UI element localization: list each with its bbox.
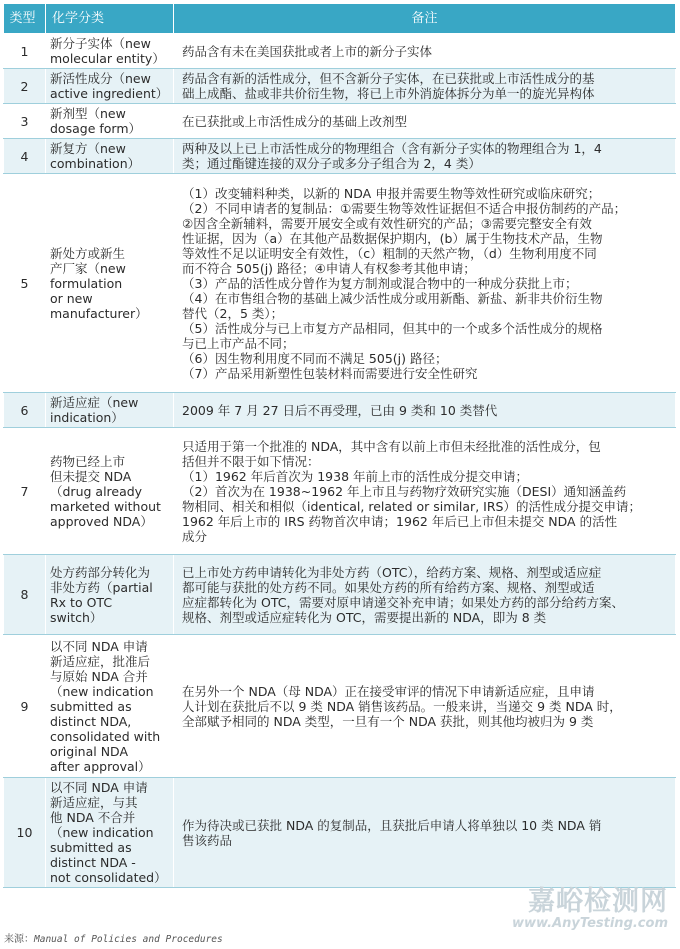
source-title: Manual of Policies and Procedures: [34, 934, 223, 945]
category-line: （new indication: [50, 683, 154, 699]
row-type-number: 7: [4, 428, 46, 555]
watermark-cn: 嘉峪检测网: [528, 886, 668, 917]
category-line: 以不同 NDA 申请: [50, 780, 148, 795]
note-line: 而不符合 505(j) 路径；④申请人有权参考其他申请；: [182, 260, 476, 276]
row-notes: [174, 555, 676, 635]
category-line: 处方药部分转化为: [50, 564, 151, 580]
note-line: 括但并不限于如下情况：: [182, 453, 320, 469]
row-type-number: 6: [4, 393, 46, 428]
category-line: 他 NDA 不合并: [50, 810, 136, 825]
row-notes: [174, 104, 676, 139]
note-line: 售该药品: [182, 832, 233, 848]
note-line: 2009 年 7 月 27 日后不再受理，已由 9 类和 10 类替代: [182, 402, 498, 418]
note-line: （6）因生物利用度不同而不满足 505(j) 路径；: [182, 350, 448, 366]
note-line: （2）不同申请者的复制品：①需要生物等效性证据但不适合申报仿制药的产品；: [182, 200, 627, 216]
table-row: [4, 778, 676, 888]
note-line: 物相同、相关和相似（identical, related or similar, IRS）的活性成分提交申请；: [182, 498, 641, 514]
note-line: 础上成酯、盐或非共价衍生物，将已上市外消旋体拆分为单一的旋光异构体: [182, 86, 595, 101]
row-category: [46, 139, 174, 174]
note-line: 在已获批或上市活性成分的基础上改剂型: [182, 113, 408, 129]
category-line: submitted as: [50, 698, 132, 714]
row-notes: [174, 174, 676, 393]
category-line: switch）: [50, 609, 103, 625]
note-line: 性证据，因为（a）在其他产品数据保护期内，(b）属于生物技术产品，生物: [182, 230, 603, 246]
note-line: 全部赋予相同的 NDA 类型，一旦有一个 NDA 获批，则其他均被归为 9 类: [182, 713, 594, 729]
category-line: 但未提交 NDA: [50, 468, 132, 484]
note-line: （1）改变辅料种类，以新的 NDA 申报并需要生物等效性研究或临床研究；: [182, 185, 601, 201]
note-line: 都可能与获批的处方药不同。如果处方药的所有给药方案、规格、剂型或适: [182, 579, 595, 595]
note-line: 人计划在获批后不以 9 类 NDA 销售该药品。一般来讲，当递交 9 类 NDA 时，: [182, 698, 622, 714]
row-category: [46, 555, 174, 635]
note-line: 两种及以上已上市活性成分的物理组合（含有新分子实体的物理组合为 1，4: [182, 141, 602, 156]
note-line: 作为待决或已获批 NDA 的复制品，且获批后申请人将单独以 10 类 NDA 销: [182, 817, 602, 833]
category-line: 新分子实体（new: [50, 36, 151, 51]
category-line: （new indication: [50, 825, 154, 840]
category-line: （drug already: [50, 483, 143, 499]
category-line: distinct NDA -: [50, 855, 136, 870]
note-line: 药品含有未在美国获批或者上市的新分子实体: [182, 43, 433, 59]
category-line: dosage form）: [50, 121, 141, 136]
row-category: [46, 428, 174, 555]
header-chemical-class: 化学分类: [46, 4, 174, 34]
note-line: 应症都转化为 OTC，需要对原申请递交补充申请；如果处方药的部分给药方案、: [182, 594, 624, 610]
note-line: 药品含有新的活性成分，但不含新分子实体，在已获批或上市活性成分的基: [182, 71, 595, 86]
header-type: 类型: [4, 4, 46, 34]
category-line: 与原始 NDA 合并: [50, 668, 148, 684]
table-row: [4, 104, 676, 139]
note-line: 已上市处方药申请转化为非处方药（OTC），给药方案、规格、剂型或适应症: [182, 564, 602, 580]
category-line: 新适应症（new: [50, 395, 139, 410]
row-type-number: 8: [4, 555, 46, 635]
row-category: [46, 635, 174, 778]
category-line: marketed without: [50, 498, 161, 514]
source-note: [4, 930, 223, 945]
note-line: （1）1962 年后首次为 1938 年前上市的活性成分提交申请；: [182, 468, 528, 484]
table-row: [4, 393, 676, 428]
category-line: manufacturer）: [50, 305, 148, 321]
note-line: ②因含全新辅料，需要开展安全或有效性研究的产品；③需要完整安全有效: [182, 215, 592, 231]
note-line: 成分: [182, 528, 208, 544]
category-line: active ingredient）: [50, 86, 169, 101]
row-type-number: 3: [4, 104, 46, 139]
table-row: [4, 174, 676, 393]
row-category: [46, 104, 174, 139]
row-category: [46, 393, 174, 428]
category-line: distinct NDA,: [50, 713, 132, 729]
category-line: 新适应症，与其: [50, 795, 138, 810]
note-line: （4）在市售组合物的基础上减少活性成分或用新酯、新盐、新非共价衍生物: [182, 290, 603, 306]
table-row: [4, 635, 676, 778]
table-row: [4, 555, 676, 635]
row-category: [46, 778, 174, 888]
category-line: 新适应症，批准后: [50, 653, 151, 669]
note-line: 只适用于第一个批准的 NDA，其中含有以前上市但未经批准的活性成分，包: [182, 438, 601, 454]
note-line: 规格、剂型或适应症转化为 OTC，需要提出新的 NDA，即为 8 类: [182, 609, 547, 625]
category-line: 非处方药（partial: [50, 579, 153, 595]
row-notes: [174, 635, 676, 778]
note-line: （7）产品采用新塑性包装材料而需要进行安全性研究: [182, 365, 478, 381]
table-row: [4, 139, 676, 174]
row-notes: [174, 393, 676, 428]
row-notes: [174, 139, 676, 174]
table-row: [4, 34, 676, 69]
category-line: 以不同 NDA 申请: [50, 638, 148, 654]
note-line: 替代（2，5 类）；: [182, 305, 284, 321]
row-type-number: 4: [4, 139, 46, 174]
nda-classification-table: [3, 4, 676, 888]
category-line: not consolidated）: [50, 870, 167, 885]
row-type-number: 5: [4, 174, 46, 393]
row-type-number: 9: [4, 635, 46, 778]
note-line: （2）首次为在 1938~1962 年上市且与药物疗效研究实施（DESI）通知涵盖药: [182, 483, 627, 499]
table-row: [4, 69, 676, 104]
note-line: （3）产品的活性成分曾作为复方制剂或混合物中的一种成分获批上市；: [182, 275, 578, 291]
category-line: 新剂型（new: [50, 106, 126, 121]
row-notes: [174, 69, 676, 104]
source-label: 来源：: [4, 934, 34, 945]
category-line: formulation: [50, 275, 123, 291]
category-line: or new: [50, 290, 93, 306]
note-line: 等效性不足以证明安全有效性，（c）粗制的天然产物，（d）生物利用度不同: [182, 245, 597, 261]
category-line: indication）: [50, 410, 124, 425]
header-notes: 备注: [174, 4, 676, 34]
category-line: combination）: [50, 156, 141, 171]
note-line: 1962 年后上市的 IRS 药物首次申请；1962 年后已上市但未提交 NDA 的活性: [182, 513, 618, 529]
category-line: approved NDA）: [50, 513, 153, 529]
watermark-en: www.AnyTesting.com: [511, 916, 668, 931]
row-category: [46, 69, 174, 104]
category-line: after approval）: [50, 758, 151, 774]
category-line: original NDA: [50, 743, 129, 759]
row-type-number: 1: [4, 34, 46, 69]
note-line: 在另外一个 NDA（母 NDA）正在接受审评的情况下申请新适应症，且申请: [182, 683, 595, 699]
category-line: 药物已经上市: [50, 453, 126, 469]
row-notes: [174, 34, 676, 69]
table-header-row: [4, 4, 676, 34]
category-line: 新复方（new: [50, 141, 126, 156]
category-line: 产厂家（new: [50, 260, 126, 276]
watermark-logo: [512, 887, 668, 931]
category-line: submitted as: [50, 840, 132, 855]
note-line: 与已上市产品不同；: [182, 335, 295, 351]
category-line: 新处方或新生: [50, 245, 126, 261]
category-line: Rx to OTC: [50, 594, 113, 610]
row-type-number: 2: [4, 69, 46, 104]
row-category: [46, 34, 174, 69]
note-line: （5）活性成分与已上市复方产品相同，但其中的一个或多个活性成分的规格: [182, 320, 603, 336]
note-line: 类；通过酯键连接的双分子或多分子组合为 2，4 类）: [182, 156, 481, 171]
row-notes: [174, 778, 676, 888]
row-type-number: 10: [4, 778, 46, 888]
category-line: consolidated with: [50, 728, 161, 744]
category-line: 新活性成分（new: [50, 71, 151, 86]
row-category: [46, 174, 174, 393]
row-notes: [174, 428, 676, 555]
table-row: [4, 428, 676, 555]
category-line: molecular entity）: [50, 51, 165, 66]
